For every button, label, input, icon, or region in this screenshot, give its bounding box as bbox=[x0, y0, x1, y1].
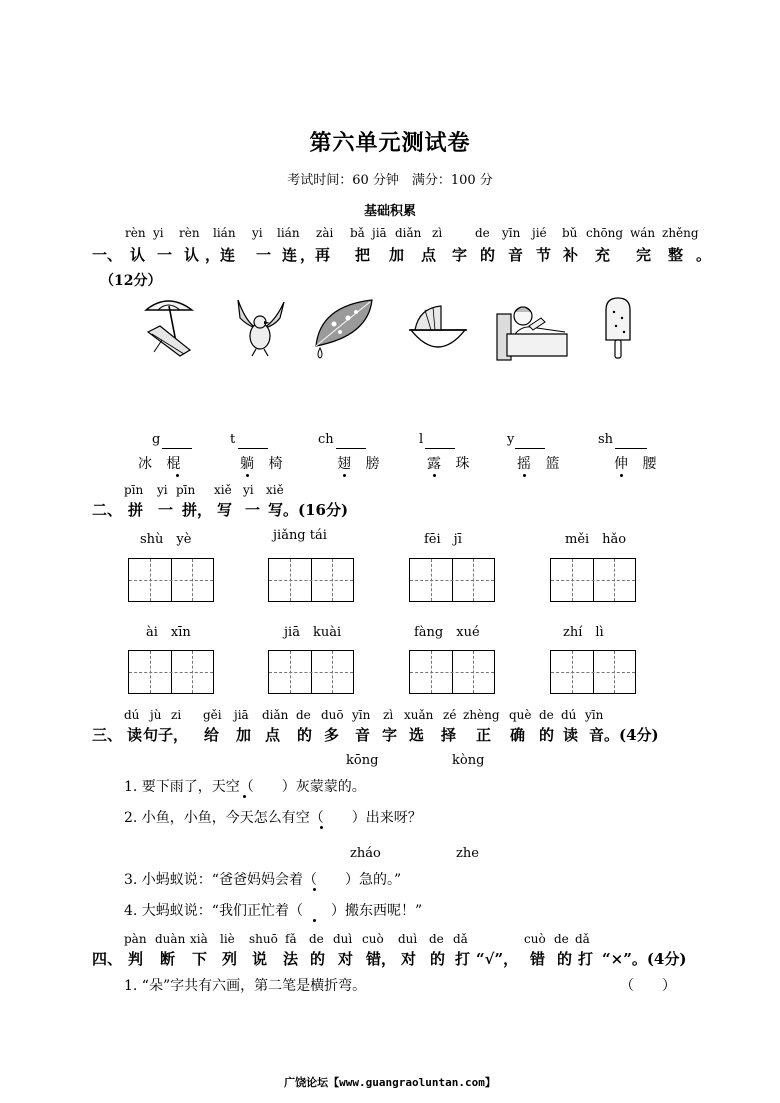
char: 点 bbox=[265, 726, 281, 744]
writing-grid[interactable] bbox=[409, 558, 495, 602]
pinyin: de bbox=[539, 708, 554, 722]
char: “×”。(4分) bbox=[602, 950, 687, 968]
pinyin: chōng bbox=[586, 226, 624, 240]
char: 一 bbox=[158, 501, 174, 519]
pinyin: de bbox=[475, 226, 490, 240]
pinyin: dú bbox=[124, 708, 140, 722]
word-chibang: 翅 膀 bbox=[337, 456, 385, 472]
char: 写。(16分) bbox=[268, 501, 349, 519]
emphasis-dot bbox=[313, 888, 316, 891]
pinyin: duàn bbox=[155, 932, 186, 946]
emphasis-dot bbox=[243, 795, 246, 798]
pinyin: zì bbox=[383, 708, 394, 722]
q1-pinyin-row bbox=[0, 226, 780, 242]
char: 断 bbox=[160, 950, 176, 968]
char: 多 bbox=[324, 726, 340, 744]
answer-blank[interactable] bbox=[515, 448, 545, 449]
beach-chair-umbrella-image bbox=[140, 296, 200, 360]
answer-blank[interactable] bbox=[238, 448, 268, 449]
pinyin: bǔ bbox=[562, 226, 578, 240]
pinyin: yi bbox=[157, 483, 168, 497]
char: 的 bbox=[310, 950, 326, 968]
char: “√”， bbox=[476, 950, 519, 968]
char: 连 bbox=[282, 246, 298, 264]
char: 整 bbox=[668, 246, 684, 264]
pinyin: jiā bbox=[372, 226, 387, 240]
char: 择 bbox=[441, 726, 457, 744]
pinyin: lián bbox=[213, 226, 236, 240]
pinyin: bǎ bbox=[350, 226, 365, 240]
pinyin: shuō bbox=[249, 932, 278, 946]
pinyin: liè bbox=[220, 932, 235, 946]
emphasis-dot bbox=[343, 474, 346, 477]
char: 加 bbox=[236, 726, 252, 744]
bird-wings-image bbox=[230, 296, 290, 362]
judgement-item-1: 1. “朵”字共有六画，第二笔是横折弯。 bbox=[124, 978, 367, 994]
pinyin: diǎn bbox=[262, 708, 289, 722]
char: 的 bbox=[539, 726, 555, 744]
emphasis-dot bbox=[246, 474, 249, 477]
pinyin: xuǎn bbox=[404, 708, 434, 722]
char: 一 bbox=[157, 246, 173, 264]
pinyin: de bbox=[309, 932, 324, 946]
char: 点 bbox=[421, 246, 437, 264]
pinyin: gěi bbox=[203, 708, 222, 722]
char: 音。(4分) bbox=[589, 726, 659, 744]
char: 说 bbox=[252, 950, 268, 968]
footer-suffix: 】 bbox=[484, 1076, 496, 1089]
pinyin: zhèng bbox=[463, 708, 500, 722]
char: 对 bbox=[401, 950, 417, 968]
pinyin: pīn bbox=[124, 483, 144, 497]
q3-pinyin-row bbox=[0, 708, 780, 724]
char: 给 bbox=[204, 726, 220, 744]
char: 音 bbox=[508, 246, 524, 264]
sentence-4: 4. 大蚂蚁说：“我们正忙着（ ）搬东西呢！” bbox=[124, 903, 423, 919]
q4-pinyin-row bbox=[0, 932, 780, 948]
char: 的 bbox=[297, 726, 313, 744]
footer-prefix: 广饶论坛【 bbox=[284, 1076, 340, 1089]
pinyin: zé bbox=[443, 708, 457, 722]
char: 一 bbox=[256, 246, 272, 264]
char: 正 bbox=[476, 726, 492, 744]
pinyin: yīn bbox=[352, 708, 371, 722]
emphasis-dot bbox=[320, 826, 323, 829]
char: 列 bbox=[222, 950, 238, 968]
writing-grid[interactable] bbox=[268, 650, 354, 694]
pinyin: cuò bbox=[524, 932, 546, 946]
q2-question bbox=[0, 499, 780, 521]
emphasis-dot bbox=[620, 474, 623, 477]
pinyin: xiě bbox=[214, 483, 232, 497]
question-number: 一、 bbox=[92, 246, 123, 264]
pinyin: duì bbox=[333, 932, 353, 946]
q2-pinyin-row bbox=[0, 483, 780, 499]
char: 完 bbox=[636, 246, 652, 264]
q3-question bbox=[0, 724, 780, 746]
char: 字 bbox=[452, 246, 468, 264]
answer-blank[interactable] bbox=[162, 448, 192, 449]
pinyin: xiě bbox=[266, 483, 284, 497]
char: 音 bbox=[355, 726, 371, 744]
answer-blank[interactable] bbox=[615, 448, 647, 449]
pinyin: pàn bbox=[124, 932, 147, 946]
writing-grid[interactable] bbox=[550, 650, 636, 694]
answer-paren[interactable]: （ ） bbox=[620, 978, 676, 994]
pinyin: rèn bbox=[125, 226, 146, 240]
initial-letter: ch bbox=[318, 432, 334, 447]
word-pinyin: měi hǎo bbox=[565, 532, 627, 547]
question-number: 二、 bbox=[92, 501, 123, 519]
pinyin: diǎn bbox=[395, 226, 422, 240]
char: 。 bbox=[696, 246, 712, 264]
pinyin: yi bbox=[252, 226, 263, 240]
sleeping-child-image bbox=[493, 294, 573, 364]
exam-info: 考试时间：60 分钟 满分：100 分 bbox=[287, 173, 493, 188]
char: 确 bbox=[510, 726, 526, 744]
char: 把 bbox=[355, 246, 371, 264]
q1-blank-row bbox=[0, 432, 780, 452]
popsicle-image bbox=[596, 296, 642, 364]
section-label: 基础积累 bbox=[363, 204, 416, 219]
char: 节 bbox=[536, 246, 552, 264]
pinyin: zài bbox=[316, 226, 334, 240]
char: 判 bbox=[128, 950, 144, 968]
initial-letter: y bbox=[507, 432, 515, 447]
writing-grid[interactable] bbox=[550, 558, 636, 602]
pinyin: jié bbox=[532, 226, 547, 240]
pinyin: dǎ bbox=[453, 932, 468, 946]
char: 的 bbox=[480, 246, 496, 264]
cradle-image bbox=[405, 300, 471, 360]
initial-letter: g bbox=[152, 432, 161, 447]
answer-blank[interactable] bbox=[425, 448, 455, 449]
reading-option: zháo bbox=[350, 846, 381, 861]
writing-grid[interactable] bbox=[268, 558, 354, 602]
pinyin: duì bbox=[398, 932, 418, 946]
char: 连 bbox=[220, 246, 236, 264]
answer-blank[interactable] bbox=[336, 448, 366, 449]
q1-score: （12分） bbox=[100, 273, 162, 289]
char: 读 bbox=[563, 726, 579, 744]
pinyin: zhěng bbox=[662, 226, 699, 240]
emphasis-dot bbox=[433, 474, 436, 477]
char: 对 bbox=[338, 950, 354, 968]
char: 选 bbox=[409, 726, 425, 744]
char: 错 bbox=[530, 950, 546, 968]
writing-grid[interactable] bbox=[128, 558, 214, 602]
pinyin: duō bbox=[321, 708, 344, 722]
word-pinyin: fēi jī bbox=[424, 532, 462, 547]
pinyin: dǎ bbox=[575, 932, 590, 946]
footer-url[interactable]: www.guangraoluntan.com bbox=[339, 1076, 485, 1089]
char: 认 bbox=[184, 246, 200, 264]
char: 补 bbox=[563, 246, 579, 264]
pinyin: fǎ bbox=[285, 932, 297, 946]
char: 打 bbox=[578, 950, 594, 968]
initial-letter: l bbox=[419, 432, 424, 447]
q4-question bbox=[0, 948, 780, 970]
reading-option: kòng bbox=[452, 753, 485, 768]
q1-question bbox=[0, 244, 780, 266]
footer-source bbox=[0, 1074, 780, 1090]
pinyin: jiā bbox=[234, 708, 249, 722]
char: 读 bbox=[127, 726, 143, 744]
reading-option: kōng bbox=[346, 753, 379, 768]
pinyin: yīn bbox=[502, 226, 521, 240]
char: 错， bbox=[366, 950, 397, 968]
char: ， bbox=[205, 246, 221, 264]
sentence-3: 3. 小蚂蚁说：“爸爸妈妈会着（ ）急的。” bbox=[124, 872, 402, 888]
leaf-dewdrop-image bbox=[310, 296, 380, 362]
word-luzhu: 露 珠 bbox=[427, 456, 475, 472]
pinyin: yīn bbox=[585, 708, 604, 722]
pinyin: lián bbox=[277, 226, 300, 240]
sentence-1: 1. 要下雨了，天空（ ）灰蒙蒙的。 bbox=[124, 779, 366, 795]
initial-letter: sh bbox=[598, 432, 614, 447]
pinyin: pīn bbox=[176, 483, 196, 497]
pinyin: zì bbox=[432, 226, 443, 240]
char: 认 bbox=[130, 246, 146, 264]
char: 打 bbox=[455, 950, 471, 968]
char: 字 bbox=[382, 726, 398, 744]
pinyin: yi bbox=[243, 483, 254, 497]
word-pinyin: shù yè bbox=[140, 532, 192, 547]
pinyin: què bbox=[509, 708, 532, 722]
char: 拼， bbox=[182, 501, 213, 519]
emphasis-dot bbox=[313, 919, 316, 922]
word-shenyao: 伸 腰 bbox=[614, 456, 662, 472]
pinyin: yi bbox=[153, 226, 164, 240]
pinyin: rèn bbox=[179, 226, 200, 240]
pinyin: de bbox=[296, 708, 311, 722]
question-number: 三、 bbox=[92, 726, 123, 744]
emphasis-dot bbox=[176, 474, 179, 477]
pinyin: wán bbox=[630, 226, 656, 240]
word-pinyin: fàng xué bbox=[414, 625, 480, 640]
pinyin: cuò bbox=[362, 932, 384, 946]
char: 法 bbox=[283, 950, 299, 968]
writing-grid[interactable] bbox=[409, 650, 495, 694]
char: 的 bbox=[557, 950, 573, 968]
pinyin: xià bbox=[190, 932, 208, 946]
char: 写 bbox=[217, 501, 233, 519]
word-pinyin: jiǎng tái bbox=[273, 528, 327, 543]
initial-letter: t bbox=[230, 432, 236, 447]
page-title: 第六单元测试卷 bbox=[309, 130, 471, 156]
pinyin: jù bbox=[150, 708, 162, 722]
word-pinyin: zhí lì bbox=[563, 625, 604, 640]
word-pinyin: jiā kuài bbox=[284, 625, 342, 640]
writing-grid[interactable] bbox=[128, 650, 214, 694]
char: 一 bbox=[245, 501, 261, 519]
char: 加 bbox=[389, 246, 405, 264]
char: 拼 bbox=[128, 501, 144, 519]
char: ，再 bbox=[300, 246, 331, 264]
char: 充 bbox=[595, 246, 611, 264]
emphasis-dot bbox=[523, 474, 526, 477]
pinyin: de bbox=[554, 932, 569, 946]
word-yaolan: 摇 篮 bbox=[517, 456, 565, 472]
char: 的 bbox=[430, 950, 446, 968]
char: 句子， bbox=[143, 726, 189, 744]
word-pinyin: ài xīn bbox=[146, 625, 191, 640]
question-number: 四、 bbox=[92, 950, 123, 968]
pinyin: de bbox=[429, 932, 444, 946]
reading-option: zhe bbox=[456, 846, 479, 861]
pinyin: dú bbox=[561, 708, 577, 722]
sentence-2: 2. 小鱼，小鱼，今天怎么有空（ ）出来呀？ bbox=[124, 810, 422, 826]
pinyin: zi bbox=[171, 708, 182, 722]
word-tangyi: 躺 椅 bbox=[240, 456, 288, 472]
char: 下 bbox=[192, 950, 208, 968]
word-binggun: 冰 棍 bbox=[138, 456, 186, 472]
